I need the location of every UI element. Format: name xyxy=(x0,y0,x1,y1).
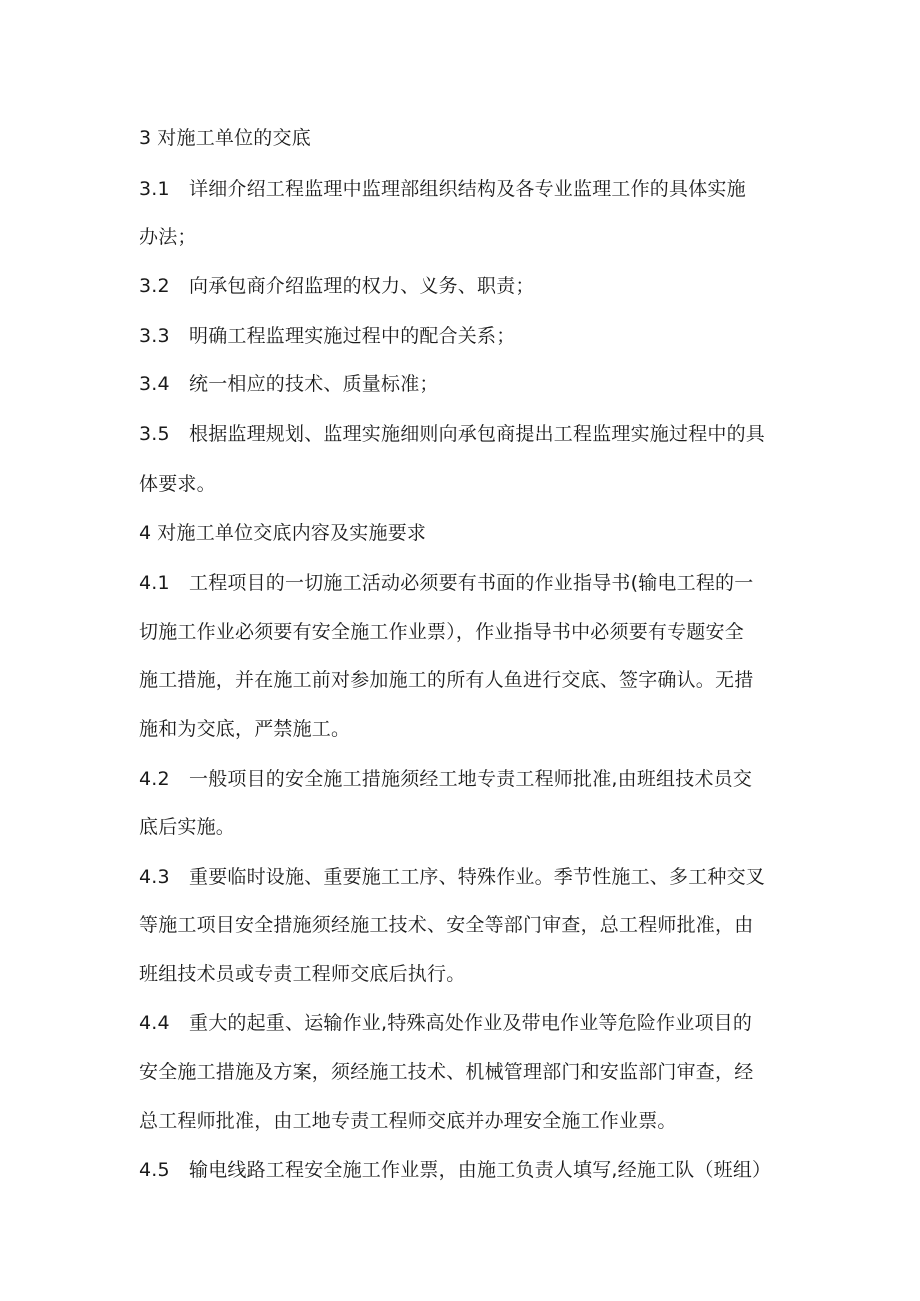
item-4-3-continuation xyxy=(139,954,465,994)
item-text-line: 办法； xyxy=(139,226,197,248)
item-text-line: 施和为交底，严禁施工。 xyxy=(139,718,351,740)
item-text-line: 安全施工措施及方案，须经施工技术、机械管理部门和安监部门审查，经 xyxy=(139,1061,754,1083)
item-3-5 xyxy=(139,414,765,454)
item-3-4 xyxy=(139,364,439,404)
item-number: 4.1 xyxy=(139,572,170,594)
item-text-line: 工程项目的一切施工活动必须要有书面的作业指导书(输电工程的一 xyxy=(189,572,754,594)
item-text-line: 根据监理规划、监理实施细则向承包商提出工程监理实施过程中的具 xyxy=(189,423,766,445)
item-text-line: 总工程师批准，由工地专责工程师交底并办理安全施工作业票。 xyxy=(139,1110,677,1132)
item-4-1-continuation xyxy=(139,709,350,749)
item-number: 4.3 xyxy=(139,866,170,888)
item-text-line: 施工措施，并在施工前对参加施工的所有人鱼进行交底、签字确认。无措 xyxy=(139,669,754,691)
item-3-3 xyxy=(139,316,515,356)
item-4-2 xyxy=(139,759,752,799)
item-4-3-continuation xyxy=(139,905,753,945)
item-number: 4.4 xyxy=(139,1012,170,1034)
item-text-line: 重大的起重、运输作业,特殊高处作业及带电作业等危险作业项目的 xyxy=(189,1012,753,1034)
item-text-line: 统一相应的技术、质量标准； xyxy=(189,373,439,395)
item-3-1 xyxy=(139,169,746,209)
item-4-3 xyxy=(139,857,765,897)
item-4-4-continuation xyxy=(139,1101,677,1141)
item-3-2 xyxy=(139,266,535,306)
section-3-heading xyxy=(139,118,311,158)
item-text-line: 等施工项目安全措施须经施工技术、安全等部门审查，总工程师批准，由 xyxy=(139,914,754,936)
item-text-line: 一般项目的安全施工措施须经工地专责工程师批准,由班组技术员交 xyxy=(189,768,753,790)
item-number: 4.2 xyxy=(139,768,170,790)
item-text-line: 班组技术员或专责工程师交底后执行。 xyxy=(139,963,466,985)
section-4-heading xyxy=(139,513,426,553)
item-number: 3.5 xyxy=(139,423,170,445)
item-text-line: 体要求。 xyxy=(139,473,216,495)
item-4-5 xyxy=(139,1150,771,1190)
item-text-line: 输电线路工程安全施工作业票，由施工负责人填写,经施工队（班组） xyxy=(189,1159,772,1181)
item-3-1-continuation xyxy=(139,217,197,257)
section-title: 对施工单位的交底 xyxy=(157,127,311,149)
item-4-1-continuation xyxy=(139,612,744,652)
item-4-2-continuation xyxy=(139,807,235,847)
item-text-line: 明确工程监理实施过程中的配合关系； xyxy=(189,325,516,347)
section-title: 对施工单位交底内容及实施要求 xyxy=(157,522,427,544)
item-4-4-continuation xyxy=(139,1052,753,1092)
item-4-1-continuation xyxy=(139,660,753,700)
item-text-line: 详细介绍工程监理中监理部组织结构及各专业监理工作的具体实施 xyxy=(189,178,746,200)
item-number: 4.5 xyxy=(139,1159,170,1181)
item-4-4 xyxy=(139,1003,752,1043)
item-text-line: 底后实施。 xyxy=(139,816,236,838)
section-number: 4 xyxy=(139,522,152,544)
item-number: 3.4 xyxy=(139,373,170,395)
item-number: 3.2 xyxy=(139,275,170,297)
item-3-5-continuation xyxy=(139,464,216,504)
section-number: 3 xyxy=(139,127,152,149)
item-number: 3.3 xyxy=(139,325,170,347)
item-text-line: 重要临时设施、重要施工工序、特殊作业。季节性施工、多工种交叉 xyxy=(189,866,766,888)
item-text-line: 向承包商介绍监理的权力、义务、职责； xyxy=(189,275,535,297)
item-4-1 xyxy=(139,563,753,603)
item-text-line: 切施工作业必须要有安全施工作业票），作业指导书中必须要有专题安全 xyxy=(139,621,744,643)
item-number: 3.1 xyxy=(139,178,170,200)
